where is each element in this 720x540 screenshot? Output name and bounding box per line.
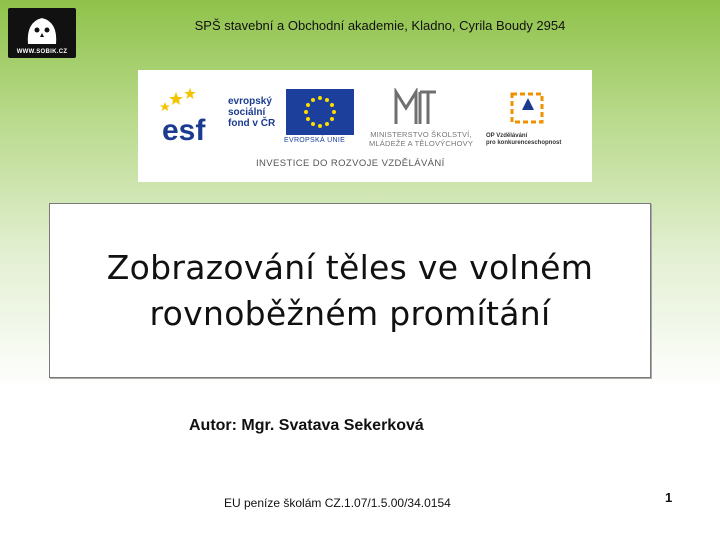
- msmt-text: [360, 130, 482, 148]
- title-line-2: rovnoběžném promítání: [149, 293, 551, 333]
- esf-logo-icon: [160, 88, 220, 146]
- esf-line: evropský: [228, 96, 272, 107]
- slide-title: [107, 245, 593, 337]
- op-logo-icon: [506, 88, 550, 128]
- esf-text: [228, 96, 275, 129]
- msmt-logo-icon: [392, 88, 442, 128]
- project-footer: EU peníze školám CZ.1.07/1.5.00/34.0154: [224, 496, 451, 510]
- title-line-1: Zobrazování těles ve volném: [106, 247, 594, 287]
- page-number: 1: [665, 490, 673, 505]
- school-logo: [8, 8, 76, 58]
- esf-line: fond v ČR: [228, 118, 276, 129]
- svg-text:esf: esf: [162, 114, 206, 146]
- eu-label: EVROPSKÁ UNIE: [284, 137, 346, 144]
- owl-logo-icon: [8, 8, 76, 50]
- op-line: pro konkurenceschopnost: [486, 140, 562, 146]
- op-line: OP Vzdělávání: [486, 133, 528, 139]
- msmt-line: MLÁDEŽE A TĚLOVÝCHOVY: [368, 139, 474, 148]
- esf-line: sociální: [228, 107, 266, 118]
- investment-slogan: INVESTICE DO ROZVOJE VZDĚLÁVÁNÍ: [256, 158, 445, 169]
- eu-flag-icon: [286, 89, 354, 135]
- title-box: [49, 203, 651, 378]
- logo-caption: WWW.SOBIK.CZ: [16, 49, 68, 55]
- school-header: SPŠ stavební a Obchodní akademie, Kladno, Cyrila Boudy 2954: [194, 18, 566, 33]
- msmt-line: MINISTERSTVO ŠKOLSTVÍ,: [370, 130, 472, 139]
- author-text: Autor: Mgr. Svatava Sekerková: [189, 417, 424, 434]
- eu-funding-banner: [138, 70, 592, 182]
- op-text: [486, 133, 576, 147]
